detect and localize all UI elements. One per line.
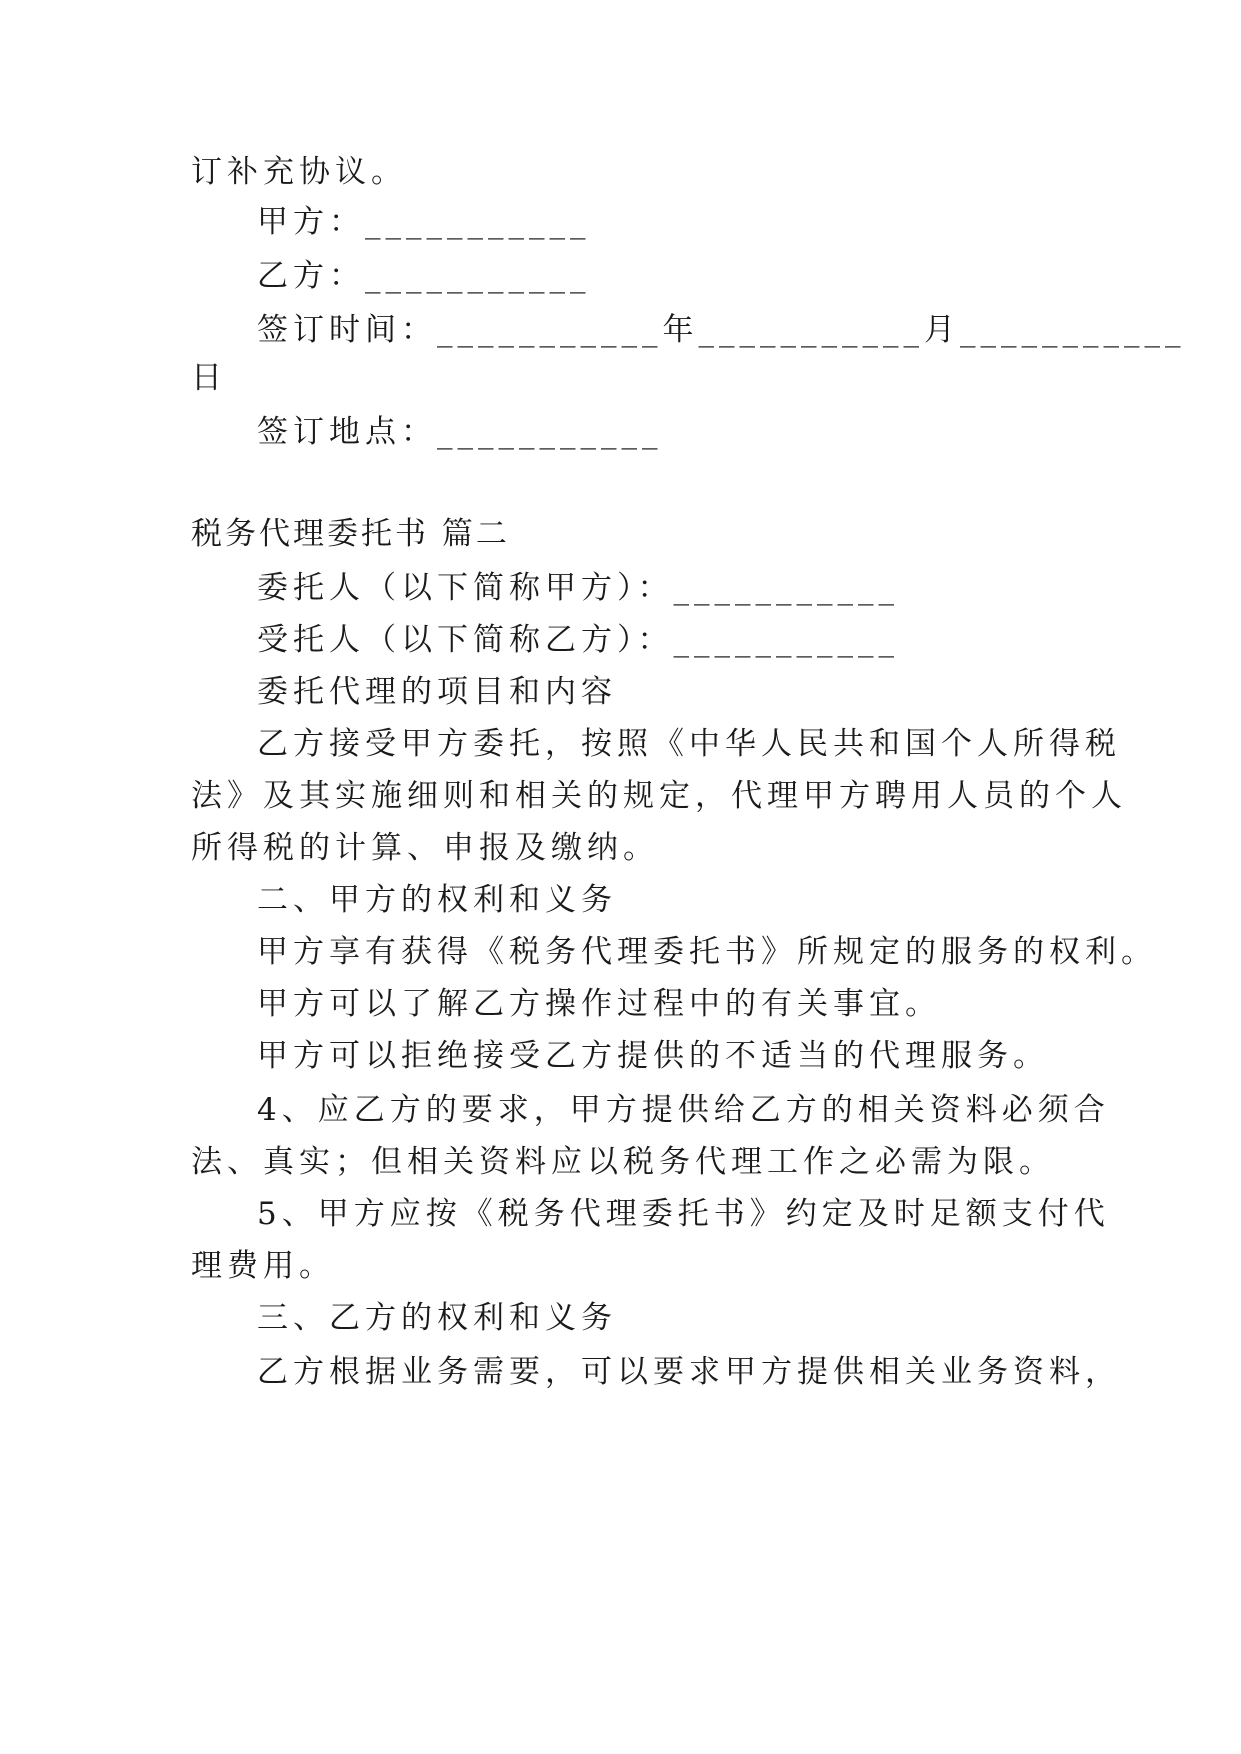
paragraph-line: 乙方接受甲方委托，按照《中华人民共和国个人所得税 [257,726,1121,762]
paragraph-line: 甲方享有获得《税务代理委托书》所规定的服务的权利。 [257,934,1157,970]
signing-place-line: 签订地点：___________ [257,414,663,450]
paragraph-line: 法、真实；但相关资料应以税务代理工作之必需为限。 [191,1144,1055,1180]
party-a-signature-line: 甲方：___________ [257,204,591,240]
paragraph-line: 4、应乙方的要求，甲方提供给乙方的相关资料必须合 [257,1092,1110,1128]
paragraph-line: 法》及其实施细则和相关的规定，代理甲方聘用人员的个人 [191,778,1127,814]
paragraph-line: 所得税的计算、申报及缴纳。 [191,830,659,866]
subsection-heading: 二、甲方的权利和义务 [257,882,617,918]
paragraph-line: 订补充协议。 [191,154,407,190]
paragraph-line: 5、甲方应按《税务代理委托书》约定及时足额支付代 [257,1196,1110,1232]
paragraph-line: 理费用。 [191,1248,335,1284]
signing-date-day: 日 [191,360,227,396]
paragraph-line: 甲方可以了解乙方操作过程中的有关事宜。 [257,986,941,1022]
subsection-heading: 委托代理的项目和内容 [257,674,617,710]
section-heading: 税务代理委托书 篇二 [191,516,510,552]
subsection-heading: 三、乙方的权利和义务 [257,1300,617,1336]
signing-date-line: 签订时间：___________年___________月___________ [257,312,1186,348]
paragraph-line: 甲方可以拒绝接受乙方提供的不适当的代理服务。 [257,1038,1049,1074]
party-b-signature-line: 乙方：___________ [257,258,591,294]
principal-line: 委托人（以下简称甲方）：___________ [257,570,899,606]
paragraph-line: 乙方根据业务需要，可以要求甲方提供相关业务资料， [257,1354,1121,1390]
agent-line: 受托人（以下简称乙方）：___________ [257,622,899,658]
